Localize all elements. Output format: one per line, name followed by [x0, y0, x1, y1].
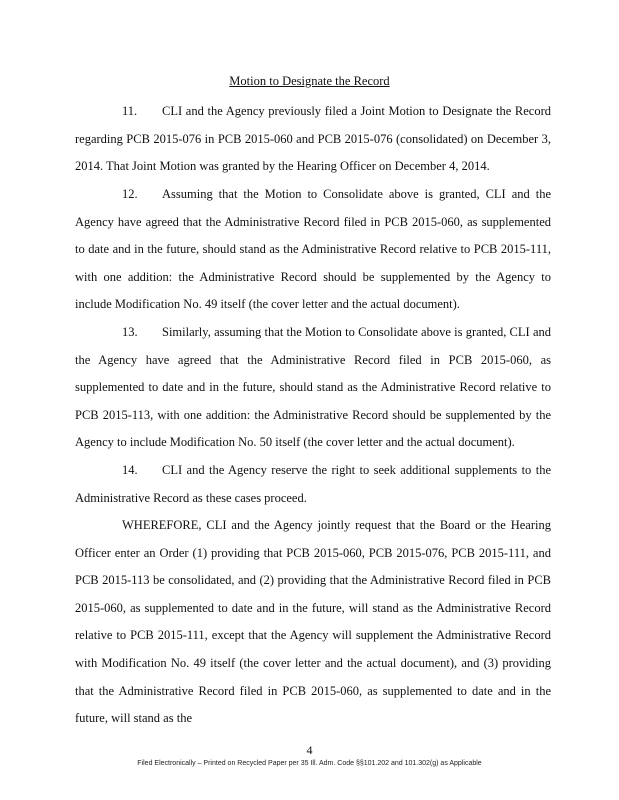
paragraph-11 [75, 98, 551, 181]
section-heading: Motion to Designate the Record [229, 74, 390, 88]
paragraph-number: 13. [122, 325, 138, 339]
paragraph-text: Assuming that the Motion to Consolidate above is granted, CLI and the Agency have agreed that the Administrative Record filed in PCB 2015-060, as supplemented to date and in the future, should stand as the Administrative Record relative to PCB 2015-111, with one addition: the Administrative Record should be supplemented by the Agency to include Modification No. 49 itself (the cover letter and the actual document). [75, 187, 551, 312]
page-number: 4 [306, 743, 313, 757]
footer-notice: Filed Electronically – Printed on Recycled Paper per 35 Ill. Adm. Code §§101.202 and 101.302(g) as Applicable [137, 760, 482, 767]
paragraph-number: 12. [122, 187, 138, 201]
paragraph-12 [75, 181, 551, 319]
paragraph-number: 11. [122, 104, 138, 118]
wherefore-paragraph: WHEREFORE, CLI and the Agency jointly request that the Board or the Hearing Officer enter an Order (1) providing that PCB 2015-060, PCB 2015-076, PCB 2015-111, and PCB 2015-113 be consolidated, and (2) providing that the Administrative Record filed in PCB 2015-060, as supplemented to date and in the future, will stand as the Administrative Record relative to PCB 2015-111, except that the Agency will supplement the Administrative Record with Modification No. 49 itself (the cover letter and the actual document), and (3) providing that the Administrative Record filed in PCB 2015-060, as supplemented to date and in the future, will stand as the [75, 518, 551, 726]
paragraph-number: 14. [122, 463, 138, 477]
paragraph-13 [75, 319, 551, 457]
paragraph-14 [75, 457, 551, 512]
paragraph-text: Similarly, assuming that the Motion to Consolidate above is granted, CLI and the Agency have agreed that the Administrative Record filed in PCB 2015-060, as supplemented to date and in the future, should stand as the Administrative Record relative to PCB 2015-113, with one addition: the Administrative Record should be supplemented by the Agency to include Modification No. 50 itself (the cover letter and the actual document). [75, 325, 551, 450]
paragraph-text: CLI and the Agency reserve the right to seek additional supplements to the Administrative Record as these cases proceed. [75, 463, 551, 505]
paragraph-text: CLI and the Agency previously filed a Joint Motion to Designate the Record regarding PCB 2015-076 in PCB 2015-060 and PCB 2015-076 (consolidated) on December 3, 2014. That Joint Motion was granted by the Hearing Officer on December 4, 2014. [75, 104, 551, 174]
